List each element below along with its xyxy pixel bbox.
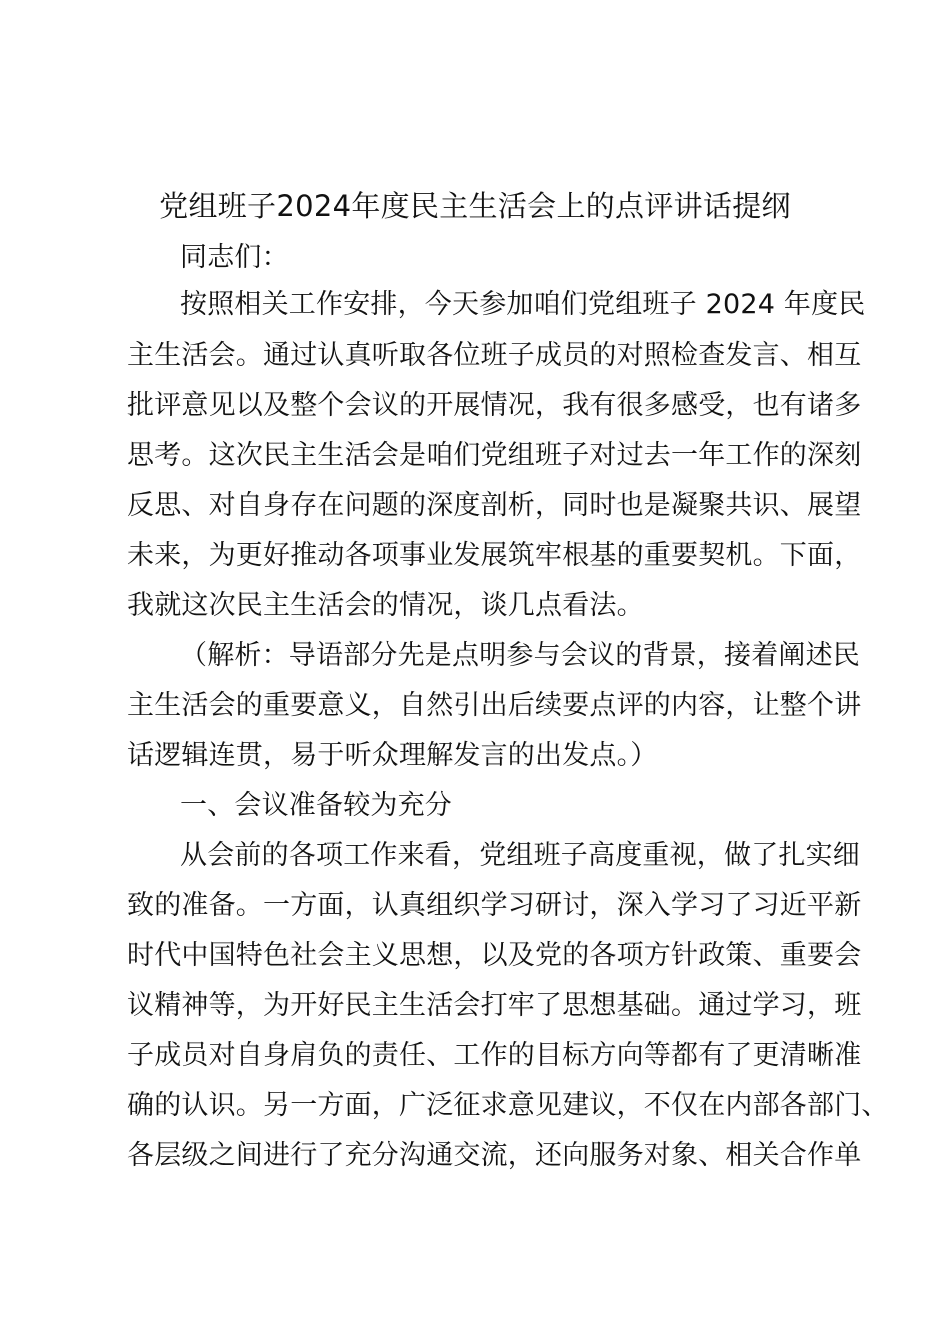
paragraph-line: 确的认识。另一方面，广泛征求意见建议，不仅在内部各部门、 <box>127 1090 889 1121</box>
paragraph-line: 议精神等，为开好民主生活会打牢了思想基础。通过学习，班 <box>127 990 862 1021</box>
paragraph-line: 思考。这次民主生活会是咱们党组班子对过去一年工作的深刻 <box>127 440 862 471</box>
paragraph-line: 反思、对自身存在问题的深度剖析，同时也是凝聚共识、展望 <box>127 490 862 521</box>
analysis-line: 话逻辑连贯，易于听众理解发言的出发点。） <box>127 740 658 771</box>
paragraph-line: 我就这次民主生活会的情况，谈几点看法。 <box>127 590 644 621</box>
paragraph-line: 子成员对自身肩负的责任、工作的目标方向等都有了更清晰准 <box>127 1040 862 1071</box>
greeting: 同志们： <box>180 242 289 273</box>
paragraph-line: 批评意见以及整个会议的开展情况，我有很多感受，也有诸多 <box>127 390 862 421</box>
analysis-line: （解析：导语部分先是点明参与会议的背景，接着阐述民 <box>180 640 860 671</box>
paragraph-line: 各层级之间进行了充分沟通交流，还向服务对象、相关合作单 <box>127 1140 862 1171</box>
paragraph-line: 时代中国特色社会主义思想，以及党的各项方针政策、重要会 <box>127 940 862 971</box>
paragraph-line: 按照相关工作安排，今天参加咱们党组班子 2024 年度民 <box>180 289 866 320</box>
paragraph-line: 主生活会。通过认真听取各位班子成员的对照检查发言、相互 <box>127 340 862 371</box>
paragraph-line: 从会前的各项工作来看，党组班子高度重视，做了扎实细 <box>180 840 860 871</box>
document-title: 党组班子2024年度民主生活会上的点评讲话提纲 <box>159 189 791 223</box>
paragraph-line: 未来，为更好推动各项事业发展筑牢根基的重要契机。下面， <box>127 540 862 571</box>
analysis-line: 主生活会的重要意义，自然引出后续要点评的内容，让整个讲 <box>127 690 862 721</box>
section-heading: 一、会议准备较为充分 <box>180 790 452 821</box>
paragraph-line: 致的准备。一方面，认真组织学习研讨，深入学习了习近平新 <box>127 890 862 921</box>
